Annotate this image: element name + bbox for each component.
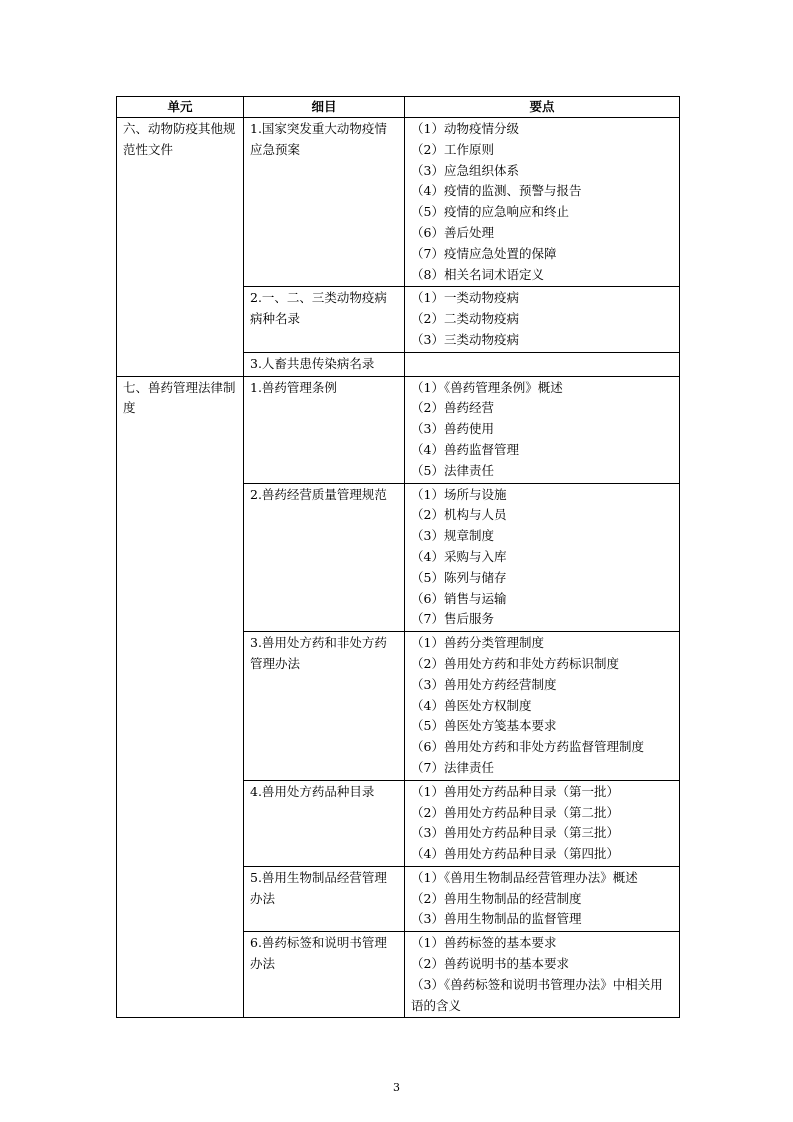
point-item: （2）二类动物疫病 xyxy=(411,311,519,327)
table-row xyxy=(117,376,680,483)
point-item: （3）规章制度 xyxy=(411,528,494,544)
detail-cell: 1.兽药管理条例 xyxy=(244,376,405,483)
point-item: （1）一类动物疫病 xyxy=(411,290,519,306)
point-item: （4）兽医处方权制度 xyxy=(411,697,532,713)
point-item: （4）兽用处方药品种目录（第四批） xyxy=(411,846,619,862)
point-item: （3）兽用处方药经营制度 xyxy=(411,676,557,692)
points-cell xyxy=(405,483,680,632)
point-item: （2）兽用处方药品种目录（第二批） xyxy=(411,804,619,820)
point-item: （2）兽药经营 xyxy=(411,400,494,416)
points-cell xyxy=(405,376,680,483)
header-points: 要点 xyxy=(405,97,680,118)
point-item: （2）工作原则 xyxy=(411,141,494,157)
point-item: （5）疫情的应急响应和终止 xyxy=(411,204,569,220)
point-item: （8）相关名词术语定义 xyxy=(411,266,544,282)
point-item: （3）兽用处方药品种目录（第三批） xyxy=(411,825,619,841)
detail-cell: 3.人畜共患传染病名录 xyxy=(244,352,405,376)
header-detail: 细目 xyxy=(244,97,405,118)
point-item: （3）兽用生物制品的监督管理 xyxy=(411,911,582,927)
point-item: （1）《兽用生物制品经营管理办法》概述 xyxy=(411,869,638,885)
points-cell xyxy=(405,287,680,352)
points-cell xyxy=(405,932,680,1018)
point-item: （3）三类动物疫病 xyxy=(411,331,519,347)
points-cell xyxy=(405,866,680,931)
points-cell xyxy=(405,352,680,376)
point-item: （7）售后服务 xyxy=(411,611,494,627)
point-item: （1）场所与设施 xyxy=(411,486,507,502)
point-item: （2）兽用生物制品的经营制度 xyxy=(411,890,582,906)
point-item: （3）《兽药标签和说明书管理办法》中相关用语的含义 xyxy=(411,976,663,1013)
header-unit: 单元 xyxy=(117,97,244,118)
point-item: （1）兽用处方药品种目录（第一批） xyxy=(411,783,619,799)
point-item: （6）善后处理 xyxy=(411,224,494,240)
point-item: （7）疫情应急处置的保障 xyxy=(411,245,557,261)
point-item: （4）采购与入库 xyxy=(411,548,507,564)
detail-cell: 4.兽用处方药品种目录 xyxy=(244,780,405,866)
point-item: （1）兽药标签的基本要求 xyxy=(411,935,557,951)
point-item: （5）法律责任 xyxy=(411,462,494,478)
points-cell xyxy=(405,780,680,866)
page-number: 3 xyxy=(393,1081,400,1094)
header-row xyxy=(117,97,680,118)
points-cell xyxy=(405,118,680,287)
point-item: （3）应急组织体系 xyxy=(411,162,519,178)
unit-cell: 七、兽药管理法律制度 xyxy=(117,376,244,1018)
detail-cell: 3.兽用处方药和非处方药管理办法 xyxy=(244,632,405,781)
point-item: （1）兽药分类管理制度 xyxy=(411,635,544,651)
point-item: （5）陈列与储存 xyxy=(411,569,507,585)
table-row xyxy=(117,118,680,287)
point-item: （4）兽药监督管理 xyxy=(411,441,519,457)
detail-cell: 2.一、二、三类动物疫病病种名录 xyxy=(244,287,405,352)
point-item: （4）疫情的监测、预警与报告 xyxy=(411,183,582,199)
point-item: （2）兽用处方药和非处方药标识制度 xyxy=(411,655,619,671)
point-item: （2）机构与人员 xyxy=(411,507,507,523)
unit-cell: 六、动物防疫其他规范性文件 xyxy=(117,118,244,377)
point-item: （6）销售与运输 xyxy=(411,590,507,606)
point-item: （2）兽药说明书的基本要求 xyxy=(411,956,569,972)
detail-cell: 5.兽用生物制品经营管理办法 xyxy=(244,866,405,931)
detail-cell: 1.国家突发重大动物疫情应急预案 xyxy=(244,118,405,287)
points-cell xyxy=(405,632,680,781)
syllabus-table xyxy=(116,96,680,1018)
point-item: （6）兽用处方药和非处方药监督管理制度 xyxy=(411,739,644,755)
point-item: （7）法律责任 xyxy=(411,759,494,775)
detail-cell: 6.兽药标签和说明书管理办法 xyxy=(244,932,405,1018)
point-item: （1）《兽药管理条例》概述 xyxy=(411,379,563,395)
point-item: （3）兽药使用 xyxy=(411,421,494,437)
detail-cell: 2.兽药经营质量管理规范 xyxy=(244,483,405,632)
point-item: （1）动物疫情分级 xyxy=(411,121,519,136)
point-item: （5）兽医处方笺基本要求 xyxy=(411,718,557,734)
